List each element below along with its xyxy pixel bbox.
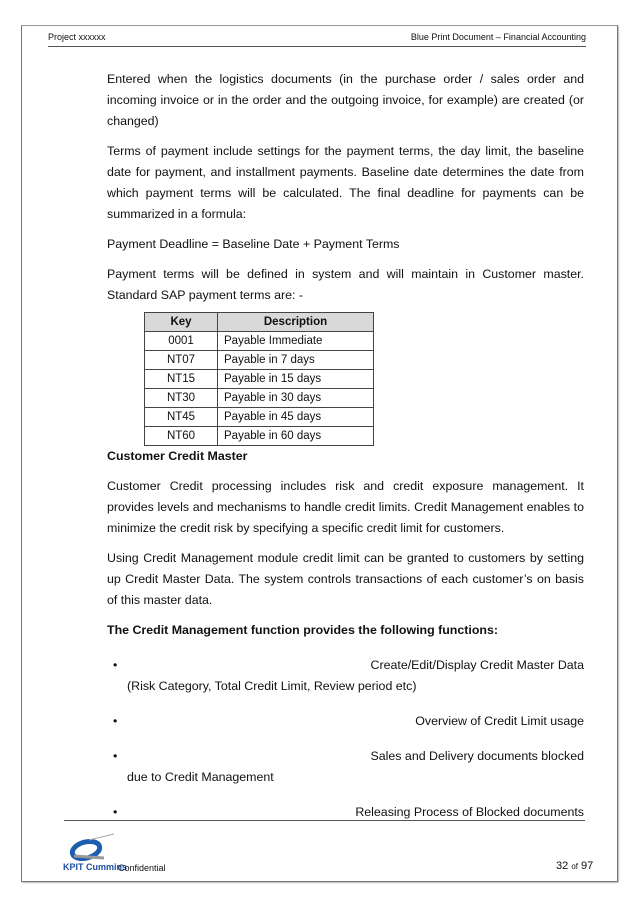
cell-key: NT15 (145, 370, 218, 389)
bullet-item (107, 746, 584, 788)
bullet-icon: • (113, 805, 118, 819)
cell-description: Payable in 45 days (218, 408, 374, 427)
current-page: 32 (556, 860, 569, 872)
section-heading: Customer Credit Master (107, 449, 248, 463)
cell-key: 0001 (145, 332, 218, 351)
table-row (145, 389, 374, 408)
confidential-label: Confidential (118, 863, 166, 873)
paragraph: Payment terms will be defined in system and will maintain in Customer master. Standard SAP payment terms are: - (107, 267, 584, 302)
bullet-text: Releasing Process of Blocked documents (355, 805, 584, 819)
bullet-icon: • (113, 658, 118, 672)
bullet-text-cont: due to Credit Management (127, 770, 274, 784)
cell-description: Payable in 30 days (218, 389, 374, 408)
total-pages: 97 (581, 860, 594, 872)
bullet-text: Create/Edit/Display Credit Master Data (370, 658, 584, 672)
table-row (145, 332, 374, 351)
paragraph: Terms of payment include settings for the payment terms, the day limit, the baseline date for payment, and installment payments. Baseline date determines the date from which payment terms will be calculated. The final deadline for payments can be summarized in a formula: (107, 144, 584, 221)
cell-key: NT60 (145, 427, 218, 446)
table-row (145, 427, 374, 446)
document-body (107, 69, 584, 832)
of-label: of (571, 862, 578, 871)
table-row (145, 370, 374, 389)
formula: Payment Deadline = Baseline Date + Payment Terms (107, 237, 400, 251)
paragraph: Entered when the logistics documents (in the purchase order / sales order and incoming invoice or in the order and the outgoing invoice, for example) are created (or changed) (107, 72, 584, 128)
bullet-text: Overview of Credit Limit usage (415, 714, 584, 728)
bullet-text: Sales and Delivery documents blocked (370, 749, 584, 763)
bullet-icon: • (113, 749, 118, 763)
payment-terms-table (144, 312, 374, 446)
cell-key: NT45 (145, 408, 218, 427)
brand-name: KPIT Cummins (63, 862, 128, 872)
bullet-item (107, 655, 584, 697)
page-number (556, 860, 593, 872)
document-title: Blue Print Document – Financial Accounting (410, 32, 586, 42)
cell-key: NT30 (145, 389, 218, 408)
cell-description: Payable in 15 days (218, 370, 374, 389)
paragraph: Using Credit Management module credit limit can be granted to customers by setting up Credit Master Data. The system controls transactions of each customer’s on basis of this master data. (107, 551, 584, 607)
cell-description: Payable in 60 days (218, 427, 374, 446)
bullet-text-cont: (Risk Category, Total Credit Limit, Review period etc) (127, 679, 417, 693)
cell-key: NT07 (145, 351, 218, 370)
paragraph: Customer Credit processing includes risk and credit exposure management. It provides levels and mechanisms to handle credit limits. Credit Management enables to minimize the credit risk by specifying a specific credit limit for customers. (107, 479, 584, 535)
bullet-item (107, 711, 584, 732)
kpit-logo-icon (64, 832, 124, 864)
page-header (48, 32, 586, 47)
column-header: Description (218, 313, 374, 332)
cell-description: Payable in 7 days (218, 351, 374, 370)
footer-divider (64, 820, 585, 821)
bullet-icon: • (113, 714, 118, 728)
functions-heading: The Credit Management function provides the following functions: (107, 623, 498, 637)
table-row (145, 351, 374, 370)
table-row (145, 408, 374, 427)
column-header: Key (145, 313, 218, 332)
table-header-row (145, 313, 374, 332)
cell-description: Payable Immediate (218, 332, 374, 351)
project-name: Project xxxxxx (48, 32, 106, 42)
